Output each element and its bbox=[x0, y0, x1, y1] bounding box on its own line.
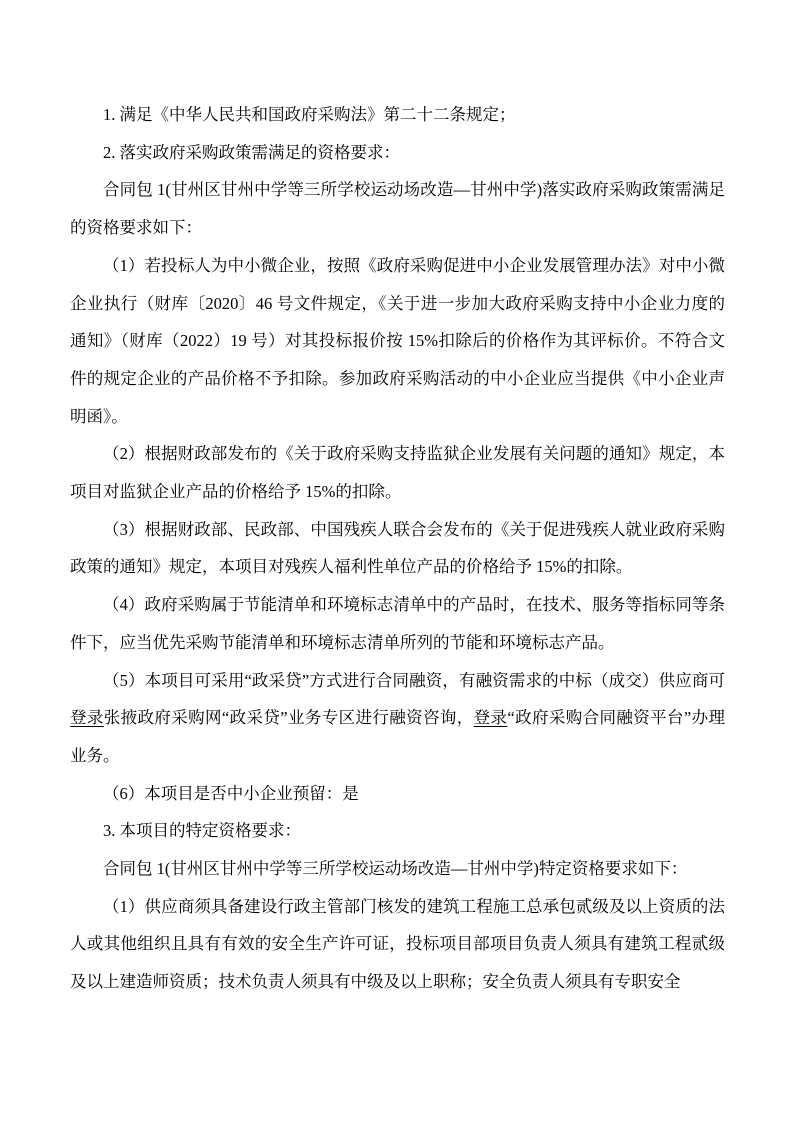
clause-4-energy-saving-products: （4）政府采购属于节能清单和环境标志清单中的产品时，在技术、服务等指标同等条件下，应当优先采购节能清单和环境标志清单所列的节能和环境标志产品。 bbox=[70, 595, 725, 652]
clause-2-prison-enterprise-deduction: （2）根据财政部发布的《关于政府采购支持监狱企业发展有关问题的通知》规定，本项目对监狱企业产品的价格给予 15%的扣除。 bbox=[70, 444, 725, 502]
clause-1-sme-price-deduction: （1）若投标人为中小微企业，按照《政府采购促进中小企业发展管理办法》对中小微企业执行（财库〔2020〕46 号文件规定，《关于进一步加大政府采购支持中小企业力度的通知》（财库（2022）19 号）对其投标报价按 15%扣除后的价格作为其评标价。不符合文件的规定企业的产品价格不予扣除。参加政府采购活动的中小企业应当提供《中小企业声明函》。 bbox=[70, 255, 725, 426]
item-1-law-requirement: 1. 满足《中华人民共和国政府采购法》第二十二条规定； bbox=[103, 105, 516, 124]
item-2-policy-requirement-heading: 2. 落实政府采购政策需满足的资格要求： bbox=[103, 142, 400, 162]
clause-5-segment: （5）本项目可采用“政采贷”方式进行合同融资，有融资需求的中标（成交）供应商可 bbox=[103, 670, 725, 690]
clause-3-disabled-welfare-deduction: （3）根据财政部、民政部、中国残疾人联合会发布的《关于促进残疾人就业政府采购政策的通知》规定，本项目对残疾人福利性单位产品的价格给予 15%的扣除。 bbox=[70, 519, 725, 577]
document-content bbox=[70, 96, 725, 1001]
clause-6-sme-reservation: （6）本项目是否中小企业预留：是 bbox=[103, 783, 359, 803]
login-underlined-text: 登录 bbox=[473, 708, 508, 728]
clause-5-segment: 张掖政府采购网“政采贷”业务专区进行融资咨询， bbox=[103, 708, 474, 728]
login-underlined-text: 登录 bbox=[70, 708, 104, 728]
contract-package-policy-intro: 合同包 1(甘州区甘州中学等三所学校运动场改造—甘州中学)落实政府采购政策需满足的资格要求如下： bbox=[70, 180, 725, 238]
clause-5-segment: “政府采购合同融资平台”办理业务。 bbox=[70, 708, 726, 765]
clause-5-procurement-loan bbox=[70, 662, 725, 775]
specific-clause-1-supplier-qualification: （1）供应商须具备建设行政主管部门核发的建筑工程施工总承包贰级及以上资质的法人或其他组织且具有有效的安全生产许可证，投标项目部项目负责人须具有建筑工程贰级及以上建造师资质；技术负责人须具有中级及以上职称；安全负责人须具有专职安全 bbox=[70, 896, 725, 992]
contract-package-specific-intro: 合同包 1(甘州区甘州中学等三所学校运动场改造—甘州中学)特定资格要求如下： bbox=[103, 859, 688, 879]
item-3-specific-qualification-heading: 3. 本项目的特定资格要求： bbox=[103, 821, 301, 841]
